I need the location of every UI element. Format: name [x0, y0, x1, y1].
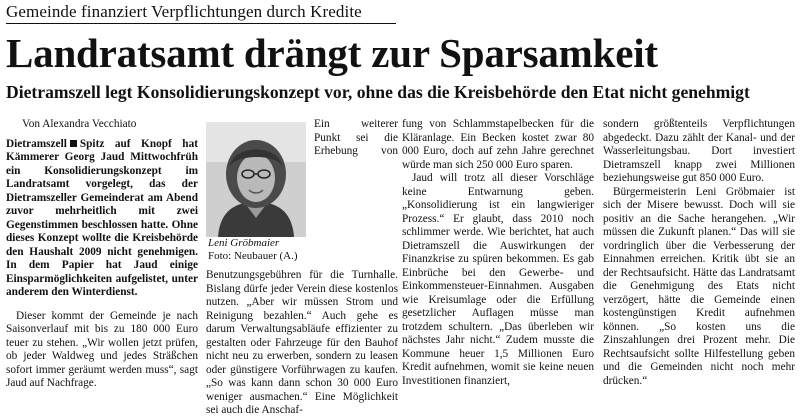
body-paragraph: Ein weiterer Punkt sei die Erhebung von Benutzungsgebühren für die Turnhalle. Bislang dürfe jeder Verein diese kostenlos nutzen. „Aber wir müssen Strom und Reinigung bezahlen.“ Auch gehe es darum Verwaltungsabläufe effizienter zu gestalten oder Fahrzeuge für den Bauhof nicht neu zu erwerben, sondern zu leasen oder günstigere Vorführwagen zu kaufen. „So was kann dann schon 30 000 Euro weniger ausmachen.“ Eine Möglichkeit sei auch die Anschaf- [206, 118, 398, 416]
body-paragraph: Dieser kommt der Gemeinde je nach Saisonverlauf mit bis zu 180 000 Euro teuer zu stehen. „Wir wollen jetzt prüfen, ob jeder Waldweg und jedes Sträßchen sofort immer geräumt werden muss“, sagt Jaud auf Nachfrage. [6, 309, 198, 389]
article-column-1 [6, 118, 198, 418]
lead-paragraph [6, 138, 198, 300]
square-bullet-icon [70, 140, 77, 147]
subheadline: Dietramszell legt Konsolidierungskonzept vor, ohne das die Kreisbehörde den Etat nicht genehmigt [6, 82, 750, 102]
caption-credit: Foto: Neubauer (A.) [208, 250, 298, 262]
article-column-3 [402, 118, 594, 418]
headline: Landratsamt drängt zur Sparsamkeit [6, 30, 658, 76]
dateline: Dietramszell [6, 137, 67, 150]
caption-name: Leni Gröbmaier [208, 237, 280, 249]
kicker-line: Gemeinde finanziert Verpflichtungen durch Kredite [6, 2, 396, 24]
lead-text: Spitz auf Knopf hat Kämmerer Georg Jaud Mittwochfrüh ein Konsolidierungskonzept im Landratsamt vorgelegt, das der Dietramszeller Gemeinderat am Abend zuvor mehrheitlich mit zwei Gegenstimmen beschlossen hatte. Ohne dieses Konzept wollte die Kreisbehörde den Haushalt 2009 nicht genehmigen. In dem Papier hat Jaud einige Einsparmöglichkeiten aufgelistet, unter anderem den Winterdienst. [6, 137, 198, 298]
portrait-image-icon [206, 122, 306, 237]
portrait-photo [206, 122, 306, 237]
photo-caption [206, 237, 314, 263]
article-column-2 [206, 118, 398, 418]
body-paragraph: Jaud will trotz all dieser Vorschläge keine Entwarnung geben. „Konsolidierung ist ein langwieriger Prozess.“ Er glaubt, dass 2010 noch schlimmer werde. Wie berichtet, hat auch Dietramszell die Auswirkungen der Finanzkrise zu spüren bekommen. Es gab Einbrüche bei den Gewerbe- und Einkommensteuer-Einnahmen. Ausgaben wie Kreisumlage oder die Erfüllung gesetzlicher Auflagen müsse man trotzdem schultern. „Das überleben wir nächstes Jahr nicht.“ Zudem musste die Kommune heuer 1,5 Millionen Euro Kredit aufnehmen, womit sie keine neuen Investitionen finanziert, [402, 172, 594, 387]
body-paragraph: fung von Schlammstapelbecken für die Kläranlage. Ein Becken kostet zwar 80 000 Euro, doch auf zehn Jahre gerechnet würde man sich 250 000 Euro sparen. [402, 118, 594, 171]
byline: Von Alexandra Vecchiato [22, 118, 137, 130]
body-paragraph: sondern größtenteils Verpflichtungen abgedeckt. Dazu zählt der Kanal- und der Wasserleitungsbau. Dort investiert Dietramszell knapp zwei Millionen beziehungsweise gut 850 000 Euro. [603, 118, 795, 184]
body-paragraph: Bürgermeisterin Leni Gröbmaier ist sich der Misere bewusst. Doch will sie positiv an die Sache herangehen. „Wir müssen die Zukunft planen.“ Das will sie vordringlich über die Verbesserung der Einnahmen erreichen. Kritik übt sie an der Rechtsaufsicht. Hätte das Landratsamt die Genehmigung des Etats nicht verzögert, hätte die Gemeinde einen kostengünstigen Kredit aufnehmen können. „So kosten uns die Zinszahlungen drei Prozent mehr. Die Rechtsaufsicht sollte Hilfestellung geben und die Gemeinden nicht noch mehr drücken.“ [603, 185, 795, 387]
article-column-4 [603, 118, 795, 418]
